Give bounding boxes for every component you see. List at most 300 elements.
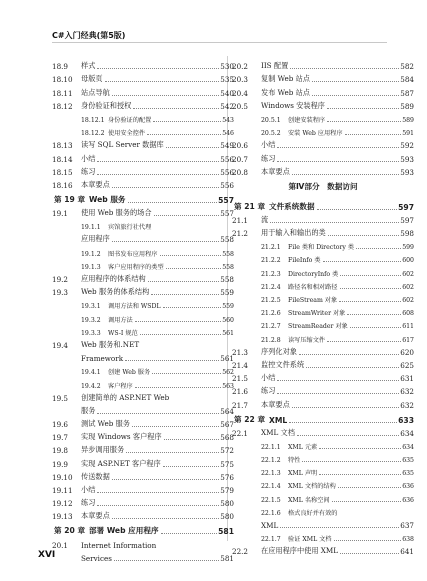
toc-entry-page: 593: [400, 154, 414, 164]
toc-entry-number: 21.5: [232, 374, 249, 384]
toc-entry-page: 635: [402, 470, 414, 478]
toc-entry-number: 18.12.1: [81, 116, 105, 124]
toc-entry-page: 597: [400, 215, 414, 225]
toc-entry-number: 19.9: [52, 459, 69, 469]
toc-entry[interactable]: [232, 291, 414, 304]
dot-leader: [151, 294, 219, 295]
toc-entry[interactable]: [232, 425, 414, 438]
dot-leader: [312, 95, 399, 96]
toc-entry-page: 557: [220, 209, 234, 219]
toc-entry-number: 19.12: [52, 499, 73, 509]
toc-entry-number: 21.6: [232, 387, 249, 397]
toc-entry[interactable]: [52, 363, 234, 376]
toc-entry-page: 581: [220, 553, 234, 563]
toc-entry-page: 633: [398, 415, 414, 425]
toc-entry-page: 589: [402, 116, 414, 124]
dot-leader: [312, 81, 399, 82]
dot-leader: [97, 505, 219, 506]
toc-entry[interactable]: [52, 495, 234, 508]
toc-entry-page: 572: [220, 446, 234, 456]
toc-entry-title: 创建安装程序: [288, 116, 326, 124]
toc-entry-title: 创建 Web 服务: [108, 369, 151, 377]
toc-chapter-entry[interactable]: [52, 190, 234, 205]
toc-entry-number: 19.4: [52, 340, 69, 350]
dot-leader: [277, 147, 399, 148]
toc-entry-page: 600: [402, 257, 414, 265]
dot-leader: [289, 422, 397, 423]
toc-entry-page: 559: [222, 303, 234, 311]
toc-column-left: [52, 58, 234, 563]
toc-entry-title: Internet Information: [81, 540, 157, 550]
toc-entry[interactable]: [52, 403, 234, 416]
toc-entry-number: 21.7: [232, 400, 249, 410]
toc-entry-page: 599: [402, 244, 414, 252]
dot-leader: [297, 435, 399, 436]
toc-entry[interactable]: [52, 177, 234, 190]
toc-chapter-entry[interactable]: [232, 410, 414, 425]
dot-leader: [280, 527, 399, 528]
toc-entry[interactable]: [232, 490, 414, 503]
toc-entry-title: XML 文档的结构: [288, 483, 336, 491]
toc-entry-title: 调用方法: [108, 316, 133, 324]
toc-entry-title: 应用程序的体系结构: [81, 274, 146, 283]
toc-entry-number: 18.11: [52, 88, 73, 98]
header-rule: [52, 42, 387, 43]
toc-entry-number: 19.11: [52, 486, 73, 495]
toc-entry-number: 第 19 章: [54, 194, 86, 204]
toc-entry-number: 19.4.1: [81, 369, 101, 377]
dot-leader: [97, 174, 219, 175]
dot-leader: [128, 202, 218, 203]
dot-leader: [347, 314, 401, 315]
toc-entry-title: XML: [261, 521, 279, 530]
toc-entry[interactable]: [232, 251, 414, 264]
toc-entry-number: 21.2.2: [261, 257, 281, 265]
toc-entry[interactable]: [52, 71, 234, 84]
toc-entry-number: 19.3: [52, 288, 69, 298]
toc-entry[interactable]: [232, 124, 414, 137]
toc-entry-number: 18.10: [52, 75, 73, 85]
toc-entry-number: 20.4: [232, 88, 249, 98]
dot-leader: [112, 241, 220, 242]
dot-leader: [356, 248, 401, 249]
toc-entry-page: 556: [220, 180, 234, 190]
toc-entry[interactable]: [232, 71, 414, 84]
toc-entry-title: 创建简单的 ASP.NET Web: [81, 392, 170, 402]
toc-entry-page: 592: [400, 141, 414, 151]
dot-leader: [135, 387, 221, 388]
toc-entry-number: 20.5.1: [261, 116, 281, 124]
dot-leader: [323, 261, 402, 262]
toc-entry-title: 使用安全控件: [108, 130, 146, 138]
toc-entry-page: 542: [220, 101, 234, 111]
toc-entry-title: 流: [261, 214, 269, 224]
dot-leader: [132, 426, 219, 427]
toc-entry-title: XML 元素: [288, 443, 318, 451]
toc-entry-number: 21.2.1: [261, 244, 281, 252]
dot-leader: [166, 268, 222, 269]
toc-entry-page: 581: [218, 527, 234, 537]
toc-entry-number: 21.2: [232, 229, 249, 239]
dot-leader: [97, 492, 219, 493]
toc-entry[interactable]: [52, 218, 234, 231]
toc-entry-title: 测试 Web 服务: [81, 419, 130, 429]
toc-entry-title: Services: [81, 553, 112, 563]
dot-leader: [270, 222, 399, 223]
dot-leader: [345, 134, 402, 135]
dot-leader: [302, 461, 401, 462]
toc-entry-number: 22.2: [232, 547, 249, 557]
toc-entry-title: 复制 Web 站点: [261, 74, 310, 84]
toc-entry-title: 客户应用程序的类型: [108, 263, 164, 271]
toc-entry[interactable]: [52, 429, 234, 442]
toc-entry[interactable]: [52, 258, 234, 271]
toc-entry-number: 19.1: [52, 209, 69, 219]
toc-entry[interactable]: [232, 278, 414, 291]
toc-entry[interactable]: [232, 396, 414, 409]
toc-entry-number: 19.6: [52, 420, 69, 430]
dot-leader: [105, 81, 220, 82]
toc-entry[interactable]: [52, 271, 234, 284]
toc-entry-number: 22.1.4: [261, 483, 281, 491]
toc-entry[interactable]: [52, 508, 234, 521]
toc-entry-title: 序列化对象: [261, 346, 297, 356]
dot-leader: [97, 413, 219, 414]
toc-entry-title: StreamWriter 对象: [288, 310, 346, 318]
toc-entry-title: 练习: [81, 498, 96, 508]
toc-entry[interactable]: [52, 297, 234, 310]
toc-entry-page: 598: [400, 229, 414, 239]
dot-leader: [140, 334, 221, 335]
toc-entry[interactable]: [232, 98, 414, 111]
toc-entry-page: 582: [400, 62, 414, 72]
toc-entry-number: 21.2.5: [261, 297, 281, 304]
toc-entry-title: 特性: [288, 457, 301, 465]
toc-entry[interactable]: [52, 376, 234, 389]
toc-entry[interactable]: [232, 451, 414, 464]
toc-entry[interactable]: [232, 357, 414, 370]
toc-entry-title: 应用程序: [81, 234, 110, 244]
toc-entry[interactable]: [52, 482, 234, 495]
toc-entry-title: 传送数据: [81, 471, 110, 481]
dot-leader: [97, 68, 219, 69]
toc-entry-title: 图书发布应用程序: [108, 250, 158, 258]
toc-entry-title: File 类和 Directory 类: [288, 244, 355, 252]
toc-entry[interactable]: [52, 550, 234, 563]
running-header: C#入门经典(第5版): [52, 31, 126, 40]
dot-leader: [327, 108, 399, 109]
dot-leader: [114, 560, 219, 561]
toc-entry-page: 559: [220, 288, 234, 298]
dot-leader: [319, 448, 401, 449]
toc-entry[interactable]: [52, 124, 234, 137]
toc-entry[interactable]: [232, 225, 414, 238]
dot-leader: [277, 393, 399, 394]
toc-entry-page: 530: [220, 62, 234, 72]
toc-entry-title: 用于输入和输出的类: [261, 228, 326, 238]
dot-leader: [327, 121, 401, 122]
toc-entry[interactable]: [52, 84, 234, 97]
toc-entry-title: Web 服务的体系结构: [81, 287, 150, 297]
toc-entry-title: Windows 安装程序: [261, 100, 325, 110]
dot-leader: [112, 187, 220, 188]
dot-leader: [277, 380, 399, 381]
toc-entry-page: 561: [222, 329, 234, 337]
toc-entry[interactable]: [52, 111, 234, 124]
toc-entry[interactable]: [232, 504, 414, 517]
toc-entry-title: 实现 ASP.NET 客户程序: [81, 458, 161, 468]
toc-entry-number: 第 20 章: [54, 526, 86, 536]
dot-leader: [154, 215, 220, 216]
toc-entry[interactable]: [232, 150, 414, 163]
toc-entry-number: 22.1.2: [261, 457, 281, 465]
toc-entry[interactable]: [232, 530, 414, 543]
toc-entry-number: 20.6: [232, 141, 249, 151]
toc-entry[interactable]: [232, 304, 414, 317]
toc-entry[interactable]: [52, 58, 234, 71]
toc-entry[interactable]: [52, 390, 234, 403]
dot-leader: [163, 307, 222, 308]
dot-leader: [319, 474, 401, 475]
toc-entry[interactable]: [232, 543, 414, 556]
dot-leader: [148, 281, 220, 282]
toc-entry[interactable]: [52, 442, 234, 455]
toc-entry[interactable]: [232, 370, 414, 383]
toc-entry-number: 22.1.6: [261, 509, 281, 517]
toc-entry-number: 22.1.7: [261, 536, 281, 544]
toc-entry[interactable]: [232, 212, 414, 225]
toc-entry-number: 21.2.3: [261, 270, 281, 278]
toc-entry-number: 22.1.5: [261, 496, 281, 504]
dot-leader: [332, 501, 402, 502]
toc-entry-page: 617: [402, 336, 414, 344]
toc-entry-number: 18.12.2: [81, 130, 105, 138]
toc-column-right: [232, 58, 414, 556]
toc-entry-page: 576: [220, 472, 234, 482]
dot-leader: [147, 134, 221, 135]
toc-entry-title: 验证 XML 文档: [288, 536, 332, 544]
toc-entry[interactable]: [232, 111, 414, 124]
dot-leader: [277, 161, 399, 162]
toc-entry-title: 本章要点: [261, 399, 290, 409]
toc-entry-number: 20.3: [232, 75, 249, 85]
toc-entry-page: 611: [402, 323, 414, 331]
dot-leader: [163, 466, 219, 467]
toc-entry[interactable]: [52, 284, 234, 297]
toc-entry[interactable]: [232, 330, 414, 343]
toc-entry-number: 20.8: [232, 167, 249, 177]
toc-entry-number: 19.3.1: [81, 303, 101, 311]
toc-entry-page: 558: [220, 275, 234, 284]
toc-entry-title: 本章要点: [261, 166, 290, 176]
toc-entry-title: FileStream 对象: [288, 297, 338, 304]
toc-entry[interactable]: [52, 350, 234, 363]
toc-entry[interactable]: [232, 317, 414, 330]
toc-entry[interactable]: [52, 244, 234, 257]
toc-entry-title: 母版页: [81, 74, 103, 84]
dot-leader: [112, 518, 220, 519]
toc-entry-number: 19.1.1: [81, 224, 101, 232]
toc-chapter-entry[interactable]: [232, 197, 414, 212]
toc-entry-page: 560: [222, 316, 234, 324]
dot-leader: [340, 288, 402, 289]
toc-entry-number: 19.8: [52, 446, 69, 456]
toc-entry-page: 535: [220, 75, 234, 85]
toc-entry-title: 实现 Windows 客户程序: [81, 432, 162, 442]
dot-leader: [125, 360, 219, 361]
toc-entry-page: 637: [400, 521, 414, 530]
toc-entry-page: 540: [220, 88, 234, 98]
dot-leader: [166, 147, 220, 148]
toc-entry-page: 632: [400, 387, 414, 397]
toc-entry-title: 文件系统数据: [269, 201, 315, 211]
toc-entry-number: 21.2.6: [261, 310, 281, 318]
dot-leader: [328, 235, 400, 236]
toc-entry-page: 557: [218, 195, 234, 205]
toc-entry-title: 读写压缩文件: [288, 336, 326, 344]
toc-entry-title: 小结: [261, 373, 276, 383]
toc-entry-page: 556: [220, 154, 234, 164]
toc-entry-page: 632: [400, 400, 414, 410]
toc-entry[interactable]: [232, 238, 414, 251]
toc-entry-title: 练习: [261, 153, 276, 163]
toc-entry-number: 第 21 章: [234, 201, 266, 211]
toc-entry[interactable]: [52, 324, 234, 337]
toc-entry-number: 18.15: [52, 167, 73, 177]
dot-leader: [135, 321, 221, 322]
toc-chapter-entry[interactable]: [52, 521, 234, 536]
toc-entry-number: 19.1.2: [81, 250, 101, 258]
toc-entry[interactable]: [232, 438, 414, 451]
toc-entry-title: 路径名和相对路径: [288, 283, 338, 291]
toc-entry[interactable]: [232, 137, 414, 150]
toc-entry[interactable]: [232, 344, 414, 357]
toc-entry-page: 597: [398, 202, 414, 212]
toc-entry-title: 部署 Web 应用程序: [89, 526, 159, 536]
toc-entry-title: 格式良好并有效的: [288, 509, 338, 517]
toc-entry-title: IIS 配置: [261, 61, 289, 71]
toc-entry-page: 563: [222, 382, 234, 390]
toc-entry-number: 第 22 章: [234, 414, 266, 424]
toc-entry-number: 19.13: [52, 512, 73, 522]
toc-entry-title: 练习: [81, 166, 96, 176]
toc-entry-title: XML 名称空间: [288, 496, 330, 504]
toc-entry[interactable]: [52, 337, 234, 350]
toc-entry-page: 608: [402, 310, 414, 318]
toc-entry-page: 558: [222, 263, 234, 271]
toc-entry-title: 本章要点: [81, 179, 110, 189]
toc-entry-title: XML 声明: [288, 470, 318, 478]
toc-entry[interactable]: [232, 477, 414, 490]
toc-entry-title: XML: [269, 415, 288, 425]
toc-entry-page: 579: [220, 486, 234, 495]
dot-leader: [299, 354, 399, 355]
toc-entry-number: 21.1: [232, 215, 249, 225]
toc-entry-title: WS-I 规范: [108, 329, 138, 337]
toc-entry-number: 20.2: [232, 62, 249, 72]
toc-entry-title: 小结: [261, 140, 276, 150]
toc-entry-title: Web 服务和.NET: [81, 339, 140, 349]
toc-entry-number: 19.3.2: [81, 316, 101, 324]
toc-entry[interactable]: [52, 231, 234, 244]
toc-entry[interactable]: [52, 137, 234, 150]
dot-leader: [292, 174, 400, 175]
dot-leader: [340, 553, 399, 554]
toc-entry-page: 641: [400, 547, 414, 557]
toc-entry-page: 634: [402, 443, 414, 451]
toc-entry[interactable]: [52, 536, 234, 549]
toc-entry-page: 575: [220, 459, 234, 469]
toc-entry[interactable]: [232, 383, 414, 396]
dot-leader: [112, 479, 220, 480]
toc-entry-page: 602: [402, 270, 414, 278]
toc-entry-page: 602: [402, 297, 414, 304]
toc-entry[interactable]: [232, 84, 414, 97]
dot-leader: [350, 327, 401, 328]
toc-entry-page: 564: [220, 406, 234, 416]
toc-entry-number: 19.5: [52, 393, 69, 403]
toc-entry[interactable]: [52, 416, 234, 429]
toc-entry-title: 服务: [81, 405, 96, 415]
toc-entry-page: 631: [400, 374, 414, 384]
toc-entry-number: 20.5: [232, 101, 249, 111]
toc-entry[interactable]: [52, 205, 234, 218]
toc-entry-number: 19.1.3: [81, 263, 101, 271]
toc-entry-page: 562: [222, 369, 234, 377]
toc-entry-title: 安装 Web 应用程序: [288, 130, 343, 138]
dot-leader: [164, 439, 220, 440]
toc-entry-page: 638: [402, 536, 414, 544]
toc-entry[interactable]: [232, 58, 414, 71]
dot-leader: [338, 487, 401, 488]
toc-entry[interactable]: [232, 264, 414, 277]
toc-entry[interactable]: [52, 164, 234, 177]
toc-entry-title: 身份验证和授权: [81, 100, 132, 110]
toc-entry-number: 19.10: [52, 472, 73, 482]
toc-entry-page: 602: [402, 283, 414, 291]
toc-entry[interactable]: [232, 464, 414, 477]
page-number: XVI: [38, 550, 56, 560]
dot-leader: [334, 540, 402, 541]
part-heading: 第Ⅳ部分 数据访问: [288, 182, 358, 192]
dot-leader: [290, 68, 399, 69]
toc-entry-page: 580: [220, 512, 234, 522]
toc-entry-title: FileInfo 类: [288, 257, 321, 265]
dot-leader: [133, 108, 219, 109]
toc-entry[interactable]: [232, 517, 414, 530]
toc-entry[interactable]: [52, 98, 234, 111]
toc-entry[interactable]: [52, 469, 234, 482]
toc-entry[interactable]: [52, 310, 234, 323]
dot-leader: [153, 121, 221, 122]
toc-entry-number: 21.4: [232, 360, 249, 370]
dot-leader: [126, 452, 219, 453]
toc-entry-title: 读写 SQL Server 数据库: [81, 140, 164, 150]
toc-entry[interactable]: [52, 150, 234, 163]
toc-entry-title: 监控文件系统: [261, 359, 305, 369]
toc-entry-page: 635: [402, 457, 414, 465]
toc-entry-title: XML 文档: [261, 427, 295, 437]
toc-entry[interactable]: [232, 164, 414, 177]
toc-entry-title: 宾馆旅行社代理: [108, 224, 152, 232]
dot-leader: [97, 161, 219, 162]
dot-leader: [327, 341, 401, 342]
dot-leader: [306, 367, 399, 368]
toc-entry-number: 21.3: [232, 347, 249, 357]
toc-entry-number: 20.1: [52, 540, 69, 550]
toc-entry-title: 使用 Web 服务的场合: [81, 208, 152, 218]
toc-entry[interactable]: [52, 455, 234, 468]
